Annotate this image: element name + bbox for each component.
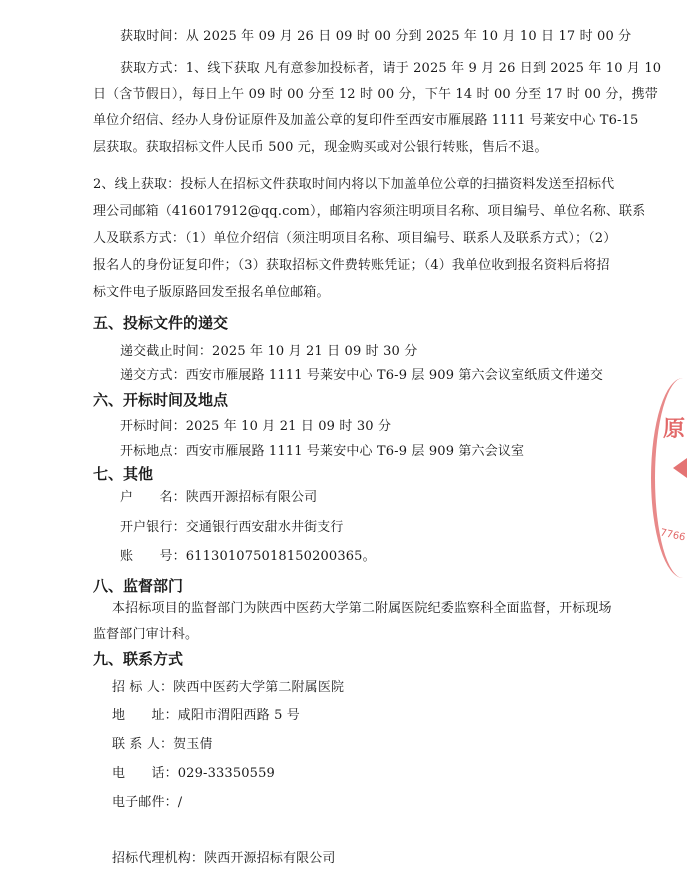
section-5-heading: 五、投标文件的递交 xyxy=(93,314,229,332)
submit-deadline: 递交截止时间：2025 年 10 月 21 日 09 时 30 分 xyxy=(120,344,418,359)
acquire-online-line-5: 标文件电子版原路回发至报名单位邮箱。 xyxy=(93,285,330,300)
address-value: 咸阳市渭阳西路 5 号 xyxy=(177,708,300,723)
seal-character: 原 xyxy=(662,417,685,442)
bank-row xyxy=(120,520,344,536)
section-6-heading: 六、开标时间及地点 xyxy=(93,391,229,409)
acquire-method-line-1: 获取方式：1、线下获取 凡有意参加投标者，请于 2025 年 9 月 26 日到 2025 年 10 月 10 xyxy=(120,61,662,76)
tenderer-row xyxy=(112,680,344,696)
phone-value: 029-33350559 xyxy=(177,766,275,781)
section-9-heading: 九、联系方式 xyxy=(93,650,184,668)
account-number-value: 611301075018150200365。 xyxy=(185,549,376,564)
address-label: 地 址： xyxy=(112,708,178,723)
acquire-online-line-1: 2、线上获取：投标人在招标文件获取时间内将以下加盖单位公章的扫描资料发送至招标代 xyxy=(93,177,615,192)
acquire-time: 获取时间：从 2025 年 09 月 26 日 09 时 00 分到 2025 年 10 月 10 日 17 时 00 分 xyxy=(120,29,632,44)
agency-row xyxy=(112,851,336,867)
address-row xyxy=(112,708,300,724)
agency-label: 招标代理机构： xyxy=(112,851,205,866)
email-value: / xyxy=(177,795,183,810)
seal-digits: 7766 xyxy=(658,527,686,544)
agency-value: 陕西开源招标有限公司 xyxy=(204,851,336,866)
account-holder-value: 陕西开源招标有限公司 xyxy=(185,490,318,505)
section-7-heading: 七、其他 xyxy=(93,465,154,483)
supervision-line-1: 本招标项目的监督部门为陕西中医药大学第二附属医院纪委监察科全面监督，开标现场 xyxy=(112,601,612,616)
acquire-online-line-4: 报名人的身份证复印件；（3）获取招标文件费转账凭证；（4）我单位收到报名资料后将招 xyxy=(93,258,610,273)
acquire-method-line-2: 日（含节假日），每日上午 09 时 00 分至 12 时 00 分，下午 14 时 00 分至 17 时 00 分，携带 xyxy=(93,87,658,102)
bank-label: 开户银行： xyxy=(120,520,186,535)
contact-row xyxy=(112,737,213,753)
phone-row xyxy=(112,766,275,782)
account-number-row xyxy=(120,549,376,565)
supervision-line-2: 监督部门审计科。 xyxy=(93,627,199,642)
acquire-online-line-3: 人及联系方式：（1）单位介绍信（须注明项目名称、项目编号、联系人及联系方式）；（2） xyxy=(93,231,617,246)
email-label: 电子邮件： xyxy=(112,795,178,810)
submit-method: 递交方式：西安市雁展路 1111 号莱安中心 T6-9 层 909 第六会议室纸质文件递交 xyxy=(120,368,604,383)
contact-label: 联 系 人： xyxy=(112,737,174,752)
bank-value: 交通银行西安甜水井街支行 xyxy=(185,520,344,535)
tenderer-value: 陕西中医药大学第二附属医院 xyxy=(173,680,345,695)
tenderer-label: 招 标 人： xyxy=(112,680,174,695)
opening-time: 开标时间：2025 年 10 月 21 日 09 时 30 分 xyxy=(120,419,392,434)
acquire-online-line-2: 理公司邮箱（416017912@qq.com），邮箱内容须注明项目名称、项目编号、单位名称、联系 xyxy=(93,204,646,219)
acquire-method-line-3: 单位介绍信、经办人身份证原件及加盖公章的复印件至西安市雁展路 1111 号莱安中心 T6-15 xyxy=(93,113,639,128)
official-seal xyxy=(651,378,687,578)
acquire-method-line-4: 层获取。获取招标文件人民币 500 元，现金购买或对公银行转账，售后不退。 xyxy=(93,140,548,155)
opening-place: 开标地点：西安市雁展路 1111 号莱安中心 T6-9 层 909 第六会议室 xyxy=(120,444,525,459)
phone-label: 电 话： xyxy=(112,766,178,781)
email-row xyxy=(112,795,182,811)
account-number-label: 账 号： xyxy=(120,549,186,564)
account-holder-label: 户 名： xyxy=(120,490,186,505)
section-8-heading: 八、监督部门 xyxy=(93,577,184,595)
contact-value: 贺玉倩 xyxy=(173,737,213,752)
account-holder-row xyxy=(120,490,317,506)
seal-star-icon xyxy=(673,458,687,478)
